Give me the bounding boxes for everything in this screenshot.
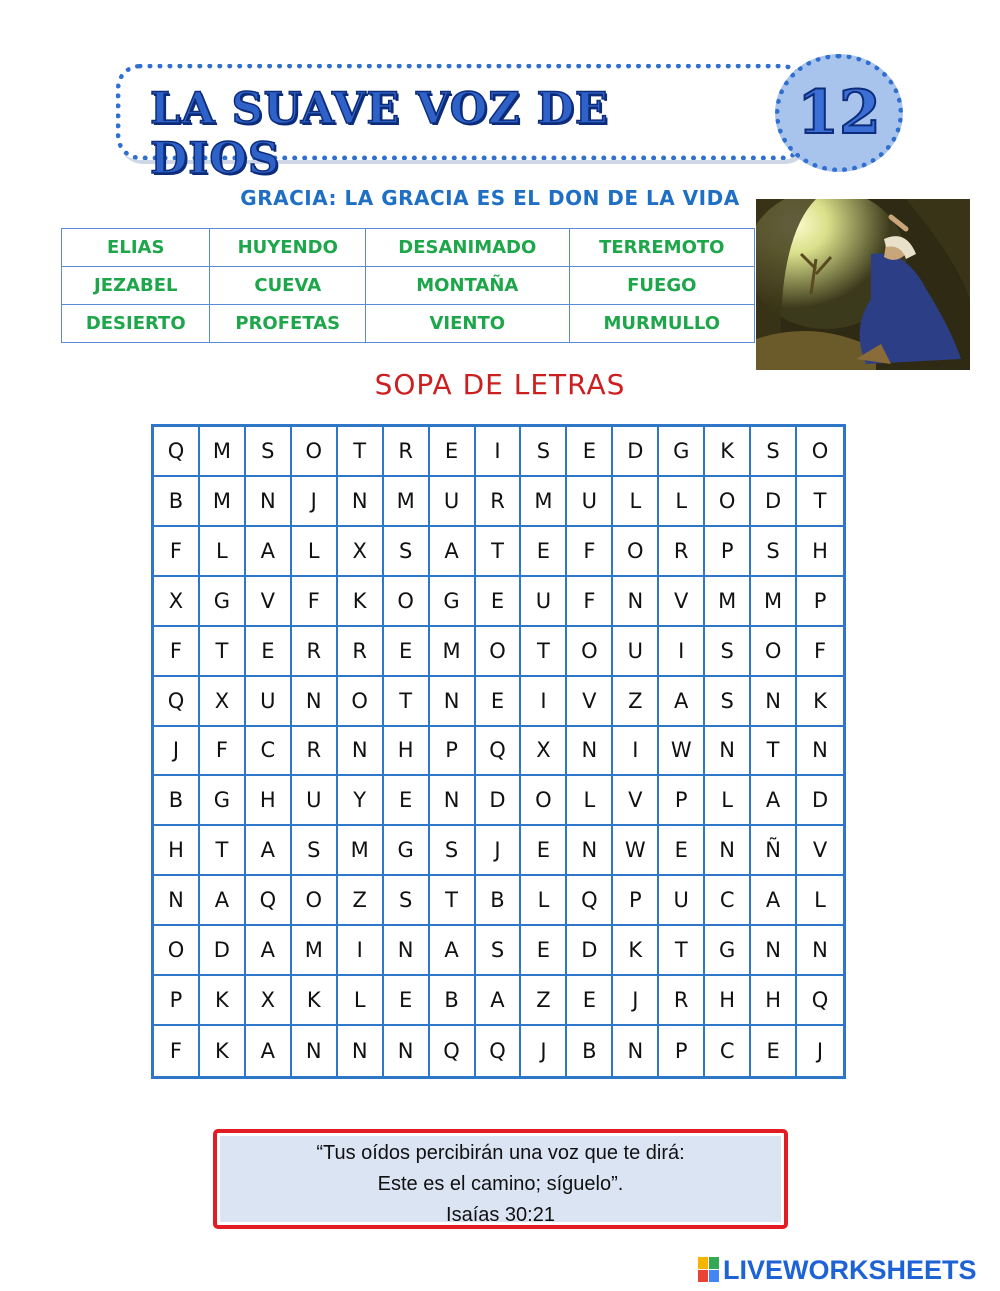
grid-letter[interactable]: E (430, 427, 476, 477)
grid-letter[interactable]: A (246, 1026, 292, 1076)
grid-letter[interactable]: N (705, 727, 751, 777)
quote-line-1: “Tus oídos percibirán una voz que te dirá: (316, 1142, 685, 1164)
liveworksheets-logo (698, 1255, 977, 1285)
word-list-row (62, 229, 755, 267)
word-item: PROFETAS (210, 305, 366, 343)
grid-letter[interactable]: V (659, 577, 705, 627)
grid-letter[interactable]: I (613, 727, 659, 777)
grid-letter[interactable]: D (567, 926, 613, 976)
grid-letter[interactable]: O (521, 776, 567, 826)
grid-letter[interactable]: O (338, 677, 384, 727)
grid-letter[interactable]: O (705, 477, 751, 527)
grid-letter[interactable]: N (154, 876, 200, 926)
grid-letter[interactable]: E (476, 677, 522, 727)
grid-letter[interactable]: N (338, 1026, 384, 1076)
grid-letter[interactable]: N (292, 677, 338, 727)
word-search-grid (151, 424, 846, 1079)
grid-letter[interactable]: C (705, 876, 751, 926)
elijah-in-cave-image (756, 199, 970, 370)
grid-letter[interactable]: T (430, 876, 476, 926)
grid-letter[interactable]: P (613, 876, 659, 926)
grid-letter[interactable]: O (292, 427, 338, 477)
grid-letter[interactable]: X (338, 527, 384, 577)
grid-letter[interactable]: N (384, 1026, 430, 1076)
grid-letter[interactable]: T (338, 427, 384, 477)
grid-letter[interactable]: K (338, 577, 384, 627)
grid-letter[interactable]: S (705, 677, 751, 727)
grid-letter[interactable]: F (567, 577, 613, 627)
grid-letter[interactable]: L (705, 776, 751, 826)
grid-letter[interactable]: T (384, 677, 430, 727)
grid-letter[interactable]: M (705, 577, 751, 627)
grid-letter[interactable]: A (246, 926, 292, 976)
grid-letter[interactable]: Ñ (751, 826, 797, 876)
grid-letter[interactable]: F (154, 1026, 200, 1076)
grid-letter[interactable]: N (430, 677, 476, 727)
grid-letter[interactable]: A (200, 876, 246, 926)
grid-letter[interactable]: S (292, 826, 338, 876)
grid-letter[interactable]: M (338, 826, 384, 876)
grid-letter[interactable]: S (384, 876, 430, 926)
grid-letter[interactable]: T (200, 826, 246, 876)
page-title: LA SUAVE VOZ DE DIOS (150, 84, 609, 184)
grid-letter[interactable]: A (476, 976, 522, 1026)
grid-letter[interactable]: R (384, 427, 430, 477)
grid-letter[interactable]: Q (430, 1026, 476, 1076)
word-item: DESIERTO (62, 305, 210, 343)
grid-letter[interactable]: U (659, 876, 705, 926)
grid-letter[interactable]: V (246, 577, 292, 627)
grid-letter[interactable]: Z (613, 677, 659, 727)
grid-letter[interactable]: G (659, 427, 705, 477)
grid-letter[interactable]: U (521, 577, 567, 627)
grid-letter[interactable]: E (567, 427, 613, 477)
grid-letter[interactable]: Q (154, 427, 200, 477)
grid-letter[interactable]: M (200, 477, 246, 527)
grid-letter[interactable]: N (430, 776, 476, 826)
word-item: HUYENDO (210, 229, 366, 267)
grid-letter[interactable]: F (797, 627, 843, 677)
grid-letter[interactable]: S (751, 527, 797, 577)
grid-letter[interactable]: X (246, 976, 292, 1026)
grid-letter[interactable]: S (521, 427, 567, 477)
grid-letter[interactable]: S (246, 427, 292, 477)
grid-letter[interactable]: X (154, 577, 200, 627)
quote-line-2: Este es el camino; síguelo”. (377, 1173, 624, 1195)
word-item: TERREMOTO (569, 229, 754, 267)
word-item: MONTAÑA (366, 267, 570, 305)
grid-letter[interactable]: N (567, 826, 613, 876)
grid-letter[interactable]: E (384, 976, 430, 1026)
grid-letter[interactable]: F (567, 527, 613, 577)
grid-letter[interactable]: J (521, 1026, 567, 1076)
grid-letter[interactable]: N (567, 727, 613, 777)
grid-letter[interactable]: O (567, 627, 613, 677)
grid-letter[interactable]: M (200, 427, 246, 477)
grid-letter[interactable]: E (567, 976, 613, 1026)
grid-letter[interactable]: B (476, 876, 522, 926)
word-item: CUEVA (210, 267, 366, 305)
grid-letter[interactable]: F (154, 627, 200, 677)
grid-letter[interactable]: B (154, 776, 200, 826)
lesson-number-badge (775, 54, 903, 172)
grid-letter[interactable]: P (154, 976, 200, 1026)
word-item: FUEGO (569, 267, 754, 305)
grid-letter[interactable]: L (200, 527, 246, 577)
grid-letter[interactable]: V (797, 826, 843, 876)
grid-letter[interactable]: A (246, 527, 292, 577)
grid-letter[interactable]: S (430, 826, 476, 876)
grid-letter[interactable]: Z (521, 976, 567, 1026)
grid-letter[interactable]: Q (797, 976, 843, 1026)
grid-letter[interactable]: E (659, 826, 705, 876)
grid-letter[interactable]: N (751, 677, 797, 727)
grid-letter[interactable]: M (430, 627, 476, 677)
grid-letter[interactable]: X (521, 727, 567, 777)
grid-letter[interactable]: H (154, 826, 200, 876)
grid-letter[interactable]: G (200, 776, 246, 826)
word-list-row (62, 267, 755, 305)
grid-letter[interactable]: I (338, 926, 384, 976)
grid-letter[interactable]: R (476, 477, 522, 527)
grid-letter[interactable]: Q (476, 727, 522, 777)
grid-letter[interactable]: N (613, 1026, 659, 1076)
word-item: JEZABEL (62, 267, 210, 305)
grid-letter[interactable]: A (430, 926, 476, 976)
grid-letter[interactable]: E (521, 926, 567, 976)
grid-letter[interactable]: O (154, 926, 200, 976)
grid-letter[interactable]: G (430, 577, 476, 627)
grid-letter[interactable]: P (705, 527, 751, 577)
grid-letter[interactable]: N (292, 1026, 338, 1076)
word-item: DESANIMADO (366, 229, 570, 267)
grid-letter[interactable]: N (384, 926, 430, 976)
grid-letter[interactable]: J (476, 826, 522, 876)
grid-letter[interactable]: P (430, 727, 476, 777)
grid-letter[interactable]: D (797, 776, 843, 826)
grid-letter[interactable]: S (705, 627, 751, 677)
grid-letter[interactable]: G (200, 577, 246, 627)
grid-letter[interactable]: N (797, 926, 843, 976)
grid-letter[interactable]: O (384, 577, 430, 627)
grid-letter[interactable]: Q (476, 1026, 522, 1076)
grid-letter[interactable]: R (292, 727, 338, 777)
grid-letter[interactable]: L (521, 876, 567, 926)
grid-letter[interactable]: O (476, 627, 522, 677)
grid-letter[interactable]: T (521, 627, 567, 677)
grid-letter[interactable]: J (154, 727, 200, 777)
grid-letter[interactable]: O (292, 876, 338, 926)
grid-letter[interactable]: Z (338, 876, 384, 926)
grid-letter[interactable]: D (613, 427, 659, 477)
lesson-number: 12 (797, 78, 881, 148)
grid-letter[interactable]: P (659, 776, 705, 826)
grid-letter[interactable]: N (751, 926, 797, 976)
grid-letter[interactable]: G (705, 926, 751, 976)
grid-letter[interactable]: T (476, 527, 522, 577)
grid-letter[interactable]: E (384, 776, 430, 826)
grid-letter[interactable]: Q (246, 876, 292, 926)
grid-letter[interactable]: Q (154, 677, 200, 727)
grid-letter[interactable]: S (751, 427, 797, 477)
grid-letter[interactable]: C (246, 727, 292, 777)
grid-letter[interactable]: T (797, 477, 843, 527)
grid-letter[interactable]: H (797, 527, 843, 577)
grid-letter[interactable]: K (292, 976, 338, 1026)
grid-letter[interactable]: A (430, 527, 476, 577)
grid-letter[interactable]: I (659, 627, 705, 677)
word-list-table (61, 228, 755, 343)
grid-letter[interactable]: K (705, 427, 751, 477)
grid-letter[interactable]: X (200, 677, 246, 727)
grid-letter[interactable]: A (751, 876, 797, 926)
grid-letter[interactable]: V (613, 776, 659, 826)
grid-letter[interactable]: T (200, 627, 246, 677)
grid-letter[interactable]: D (751, 477, 797, 527)
grid-letter[interactable]: M (384, 477, 430, 527)
bible-quote-box (213, 1129, 788, 1229)
grid-letter[interactable]: P (659, 1026, 705, 1076)
grid-letter[interactable]: S (384, 527, 430, 577)
word-item: MURMULLO (569, 305, 754, 343)
grid-letter[interactable]: E (751, 1026, 797, 1076)
grid-letter[interactable]: J (292, 477, 338, 527)
grid-letter[interactable]: M (292, 926, 338, 976)
grid-letter[interactable]: J (613, 976, 659, 1026)
grid-letter[interactable]: R (659, 527, 705, 577)
grid-letter[interactable]: B (154, 477, 200, 527)
grid-letter[interactable]: R (338, 627, 384, 677)
grid-letter[interactable]: Y (338, 776, 384, 826)
grid-letter[interactable]: N (246, 477, 292, 527)
grid-letter[interactable]: T (751, 727, 797, 777)
grid-letter[interactable]: F (200, 727, 246, 777)
grid-letter[interactable]: F (292, 577, 338, 627)
grid-letter[interactable]: L (797, 876, 843, 926)
grid-letter[interactable]: H (384, 727, 430, 777)
grid-letter[interactable]: I (521, 677, 567, 727)
grid-letter[interactable]: U (246, 677, 292, 727)
grid-letter[interactable]: E (384, 627, 430, 677)
grid-letter[interactable]: L (292, 527, 338, 577)
grid-letter[interactable]: U (613, 627, 659, 677)
grid-letter[interactable]: K (613, 926, 659, 976)
grid-letter[interactable]: D (200, 926, 246, 976)
grid-letter[interactable]: L (567, 776, 613, 826)
word-item: VIENTO (366, 305, 570, 343)
grid-letter[interactable]: N (705, 826, 751, 876)
grid-letter[interactable]: E (521, 826, 567, 876)
grid-letter[interactable]: P (797, 577, 843, 627)
grid-letter[interactable]: T (659, 926, 705, 976)
grid-letter[interactable]: O (797, 427, 843, 477)
grid-letter[interactable]: U (567, 477, 613, 527)
grid-letter[interactable]: N (797, 727, 843, 777)
grid-letter[interactable]: A (751, 776, 797, 826)
grid-letter[interactable]: D (476, 776, 522, 826)
grid-letter[interactable]: S (476, 926, 522, 976)
subtitle: GRACIA: LA GRACIA ES EL DON DE LA VIDA (240, 186, 740, 210)
grid-letter[interactable]: C (705, 1026, 751, 1076)
grid-letter[interactable]: H (705, 976, 751, 1026)
grid-letter[interactable]: L (659, 477, 705, 527)
grid-letter[interactable]: G (384, 826, 430, 876)
word-list-row (62, 305, 755, 343)
grid-letter[interactable]: W (613, 826, 659, 876)
grid-letter[interactable]: O (613, 527, 659, 577)
grid-letter[interactable]: U (430, 477, 476, 527)
grid-letter[interactable]: J (816, 1039, 824, 1064)
grid-letter[interactable]: R (659, 976, 705, 1026)
grid-letter[interactable]: W (659, 727, 705, 777)
grid-letter[interactable]: V (567, 677, 613, 727)
grid-letter[interactable]: A (246, 826, 292, 876)
grid-letter[interactable]: L (338, 976, 384, 1026)
grid-letter[interactable]: A (659, 677, 705, 727)
grid-letter[interactable]: F (154, 527, 200, 577)
grid-letter[interactable]: E (476, 577, 522, 627)
grid-letter[interactable]: L (613, 477, 659, 527)
puzzle-title: SOPA DE LETRAS (374, 368, 626, 401)
grid-letter[interactable]: I (476, 427, 522, 477)
grid-letter[interactable]: B (567, 1026, 613, 1076)
word-item: ELIAS (62, 229, 210, 267)
grid-letter[interactable]: E (246, 627, 292, 677)
grid-letter[interactable]: K (200, 976, 246, 1026)
grid-letter[interactable]: K (797, 677, 843, 727)
grid-letter[interactable]: N (338, 477, 384, 527)
grid-letter[interactable]: R (292, 627, 338, 677)
grid-letter[interactable]: H (246, 776, 292, 826)
grid-letter[interactable]: M (521, 477, 567, 527)
grid-letter[interactable]: K (200, 1026, 246, 1076)
grid-letter[interactable]: B (430, 976, 476, 1026)
grid-letter[interactable]: M (751, 577, 797, 627)
quote-reference: Isaías 30:21 (446, 1204, 555, 1226)
grid-letter[interactable]: N (613, 577, 659, 627)
grid-letter[interactable]: H (751, 976, 797, 1026)
grid-letter[interactable]: N (338, 727, 384, 777)
liveworksheets-logo-icon (698, 1257, 720, 1283)
grid-letter[interactable]: U (292, 776, 338, 826)
grid-letter[interactable]: Q (567, 876, 613, 926)
logo-text: LIVEWORKSHEETS (723, 1254, 977, 1285)
grid-letter[interactable]: O (751, 627, 797, 677)
grid-letter[interactable]: E (521, 527, 567, 577)
